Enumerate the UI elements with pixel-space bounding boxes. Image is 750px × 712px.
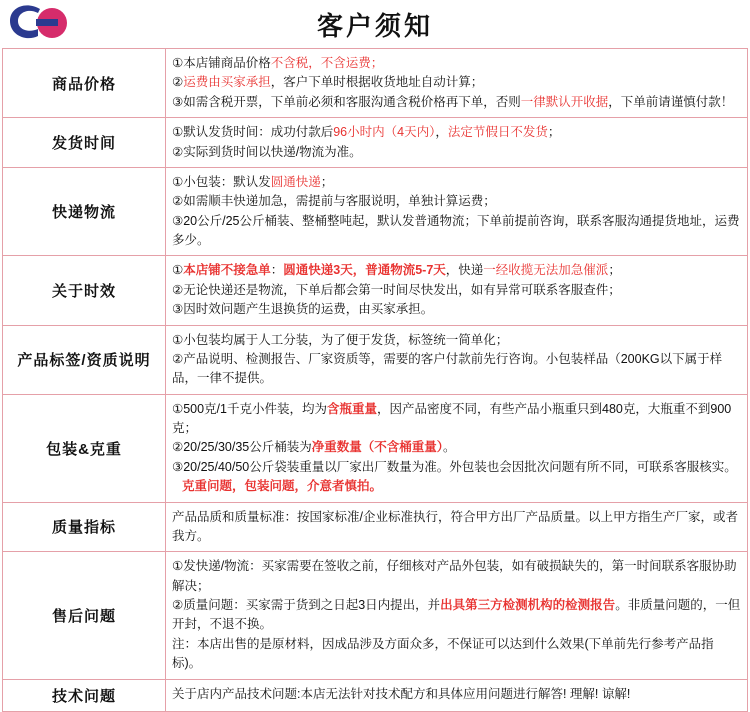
notice-text: ① (172, 263, 184, 278)
notice-line (172, 438, 741, 457)
notice-text: ①小包装：默认发 (172, 174, 271, 189)
notice-line (172, 400, 741, 439)
notice-line (172, 508, 741, 547)
notice-text: ②20/25/30/35公斤桶装为 (172, 440, 312, 455)
notice-line (172, 123, 741, 142)
notice-text: 关于店内产品技术问题:本店无法针对技术配方和具体应用问题进行解答! 理解! 谅解! (172, 687, 631, 702)
notice-table (2, 48, 748, 712)
notice-text: ③如需含税开票，下单前必须和客服沟通含税价格再下单，否则 (172, 94, 521, 109)
notice-text: 含瓶重量 (327, 401, 378, 416)
notice-text: 一律默认开收据 (520, 94, 609, 109)
notice-text: 圆通快递3天，普通物流5-7天 (283, 263, 446, 278)
notice-row-label: 质量指标 (3, 502, 166, 552)
notice-text: 。非质量问题的，一但开封，不退不换。 (172, 598, 741, 632)
notice-row (3, 679, 748, 711)
notice-text: 出具第三方检测机构的检测报告 (440, 598, 616, 612)
notice-row (3, 502, 748, 552)
notice-text: ，快递 (445, 263, 484, 278)
notice-line (172, 212, 741, 251)
notice-line (172, 635, 741, 674)
notice-text: ①发快递/物流：买家需要在签收之前，仔细核对产品外包装，如有破损缺失的，第一时间联系客服协助解决； (172, 559, 737, 593)
notice-row (3, 325, 748, 394)
notice-text: 产品品质和质量标准：按国家标准/企业标准执行，符合甲方出厂产品质量。以上甲方指生产厂家，或者我方。 (172, 509, 738, 543)
notice-text: 注：本店出售的是原材料，因成品涉及方面众多，不保证可以达到什么效果(下单前先行参考产品指标)。 (172, 636, 714, 671)
notice-text: ①默认发货时间：成功付款后 (172, 125, 334, 140)
notice-text: ②实际到货时间以快递/物流为准。 (172, 144, 362, 159)
notice-text: ，因产品密度不同，有些产品小瓶重只到480克，大瓶重不到900克； (172, 401, 732, 435)
notice-text: ，客户下单时根据收货地址自动计算； (270, 75, 484, 90)
notice-line (172, 557, 741, 596)
notice-line (172, 300, 741, 319)
notice-row-label: 包装&克重 (3, 394, 166, 502)
notice-text: ①本店铺商品价格 (172, 56, 271, 70)
notice-text: ， (435, 125, 448, 140)
notice-text: ②产品说明、检测报告、厂家资质等，需要的客户付款前先行咨询。小包装样品（200KG以下属于样品，一律不提供。 (172, 351, 723, 386)
notice-row-content (166, 325, 748, 394)
notice-text: ，下单前请谨慎付款！ (608, 94, 734, 109)
notice-line (172, 350, 741, 389)
page-header (0, 0, 750, 48)
notice-row (3, 394, 748, 502)
notice-line (172, 331, 741, 350)
notice-row (3, 552, 748, 679)
notice-line (172, 173, 741, 192)
notice-text: 。 (443, 440, 456, 455)
notice-line (172, 93, 741, 112)
notice-row-label: 技术问题 (3, 679, 166, 711)
notice-text: 圆通快递 (270, 174, 321, 189)
notice-text: ； (547, 125, 561, 140)
notice-row-label: 产品标签/资质说明 (3, 325, 166, 394)
notice-text: ； (608, 263, 621, 278)
notice-text: ②无论快递还是物流，下单后都会第一时间尽快发出，如有异常可联系客服查件； (172, 282, 621, 297)
notice-row-content (166, 49, 748, 118)
notice-text: ②质量问题：买家需于货到之日起3日内提出，并 (172, 598, 441, 612)
notice-row-content (166, 256, 748, 325)
notice-text: 净重数量（不含桶重量） (311, 440, 444, 455)
notice-line (172, 143, 741, 162)
notice-row-label: 快递物流 (3, 167, 166, 256)
notice-text: 本店铺不接急单 (183, 263, 271, 278)
notice-text: 96小时内（4天内） (333, 125, 436, 140)
notice-line (172, 685, 741, 704)
notice-row (3, 167, 748, 256)
notice-text: ； (320, 174, 334, 189)
company-logo (6, 2, 84, 48)
notice-row-label: 商品价格 (3, 49, 166, 118)
notice-table-body (3, 49, 748, 712)
notice-text: ③20/25/40/50公斤袋装重量以厂家出厂数量为准。外包装也会因批次问题有所不同，可联系客服核实。 (172, 459, 737, 474)
notice-text: 一经收揽无法加急催派 (483, 263, 609, 278)
notice-text: ② (172, 75, 184, 90)
notice-line (172, 281, 741, 300)
notice-text: ①小包装均属于人工分装，为了便于发货，标签统一简单化； (172, 332, 509, 347)
notice-row-content (166, 502, 748, 552)
notice-text: 法定节假日不发货 (447, 125, 548, 140)
notice-row (3, 118, 748, 168)
notice-line (172, 73, 741, 92)
notice-text: ①500克/1千克小件装，均为 (172, 401, 327, 416)
notice-text: 克重问题，包装问题，介意者慎拍。 (182, 479, 383, 494)
notice-row-content (166, 167, 748, 256)
notice-row-content (166, 552, 748, 679)
notice-text: ： (270, 263, 284, 278)
notice-text: ②如需顺丰快递加急，需提前与客服说明，单独计算运费； (172, 194, 496, 209)
notice-line (172, 192, 741, 211)
notice-row-label: 关于时效 (3, 256, 166, 325)
notice-line (172, 261, 741, 280)
notice-line (172, 458, 741, 477)
notice-line (172, 54, 741, 73)
notice-line (172, 477, 741, 496)
notice-row-label: 售后问题 (3, 552, 166, 679)
notice-row-content (166, 394, 748, 502)
page-title: 客户须知 (316, 11, 433, 41)
notice-row-content (166, 118, 748, 168)
notice-text: 不含税，不含运费； (270, 56, 384, 70)
notice-row-content (166, 679, 748, 711)
notice-text: ③因时效问题产生退换货的运费，由买家承担。 (172, 302, 434, 317)
notice-row (3, 256, 748, 325)
notice-row-label: 发货时间 (3, 118, 166, 168)
notice-text: ③20公斤/25公斤桶装、整桶整吨起，默认发普通物流；下单前提前咨询，联系客服沟通提货地址，运费多少。 (172, 213, 740, 247)
notice-text: 运费由买家承担 (183, 75, 271, 90)
notice-line (172, 596, 741, 635)
notice-row (3, 49, 748, 118)
